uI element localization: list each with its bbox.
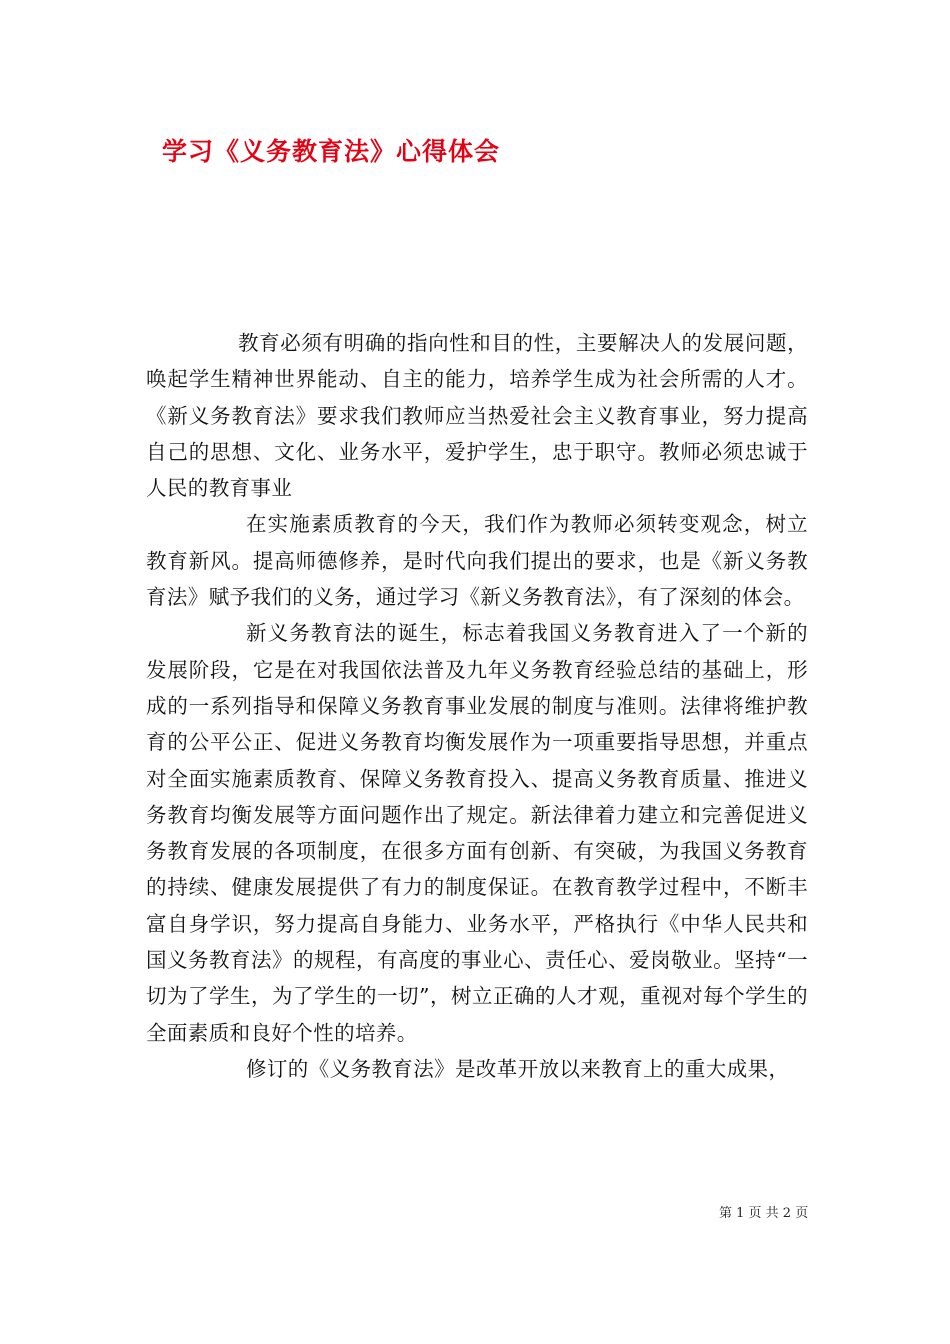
document-title: 学习《义务教育法》心得体会	[162, 137, 501, 166]
paragraph-2: 在实施素质教育的今天，我们作为教师必须转变观念，树立教育新风。提高师德修养，是时代向我们提出的要求，也是《新义务教育法》赋予我们的义务，通过学习《新义务教育法》，有了深刻的体会。	[146, 512, 808, 610]
page-number-footer: 第 1 页 共 2 页	[719, 1206, 809, 1221]
paragraph-3: 新义务教育法的诞生，标志着我国义务教育进入了一个新的发展阶段，它是在对我国依法普及九年义务教育经验总结的基础上，形成的一系列指导和保障义务教育事业发展的制度与准则。法律将维护教育的公平公正、促进义务教育均衡发展作为一项重要指导思想，并重点对全面实施素质教育、保障义务教育投入、提高义务教育质量、推进义务教育均衡发展等方面问题作出了规定。新法律着力建立和完善促进义务教育发展的各项制度，在很多方面有创新、有突破，为我国义务教育的持续、健康发展提供了有力的制度保证。在教育教学过程中，不断丰富自身学识，努力提高自身能力、业务水平，严格执行《中华人民共和国义务教育法》的规程，有高度的事业心、责任心、爱岗敬业。坚持“一切为了学生，为了学生的一切”，树立正确的人才观，重视对每个学生的全面素质和良好个性的培养。	[146, 621, 808, 1045]
paragraph-4: 修订的《义务教育法》是改革开放以来教育上的重大成果，	[246, 1056, 790, 1081]
paragraph-1: 教育必须有明确的指向性和目的性，主要解决人的发展问题，唤起学生精神世界能动、自主的能力，培养学生成为社会所需的人才。《新义务教育法》要求我们教师应当热爱社会主义教育事业，努力提高自己的思想、文化、业务水平，爱护学生，忠于职守。教师必须忠诚于人民的教育事业	[146, 331, 808, 501]
document-body	[146, 325, 808, 1087]
